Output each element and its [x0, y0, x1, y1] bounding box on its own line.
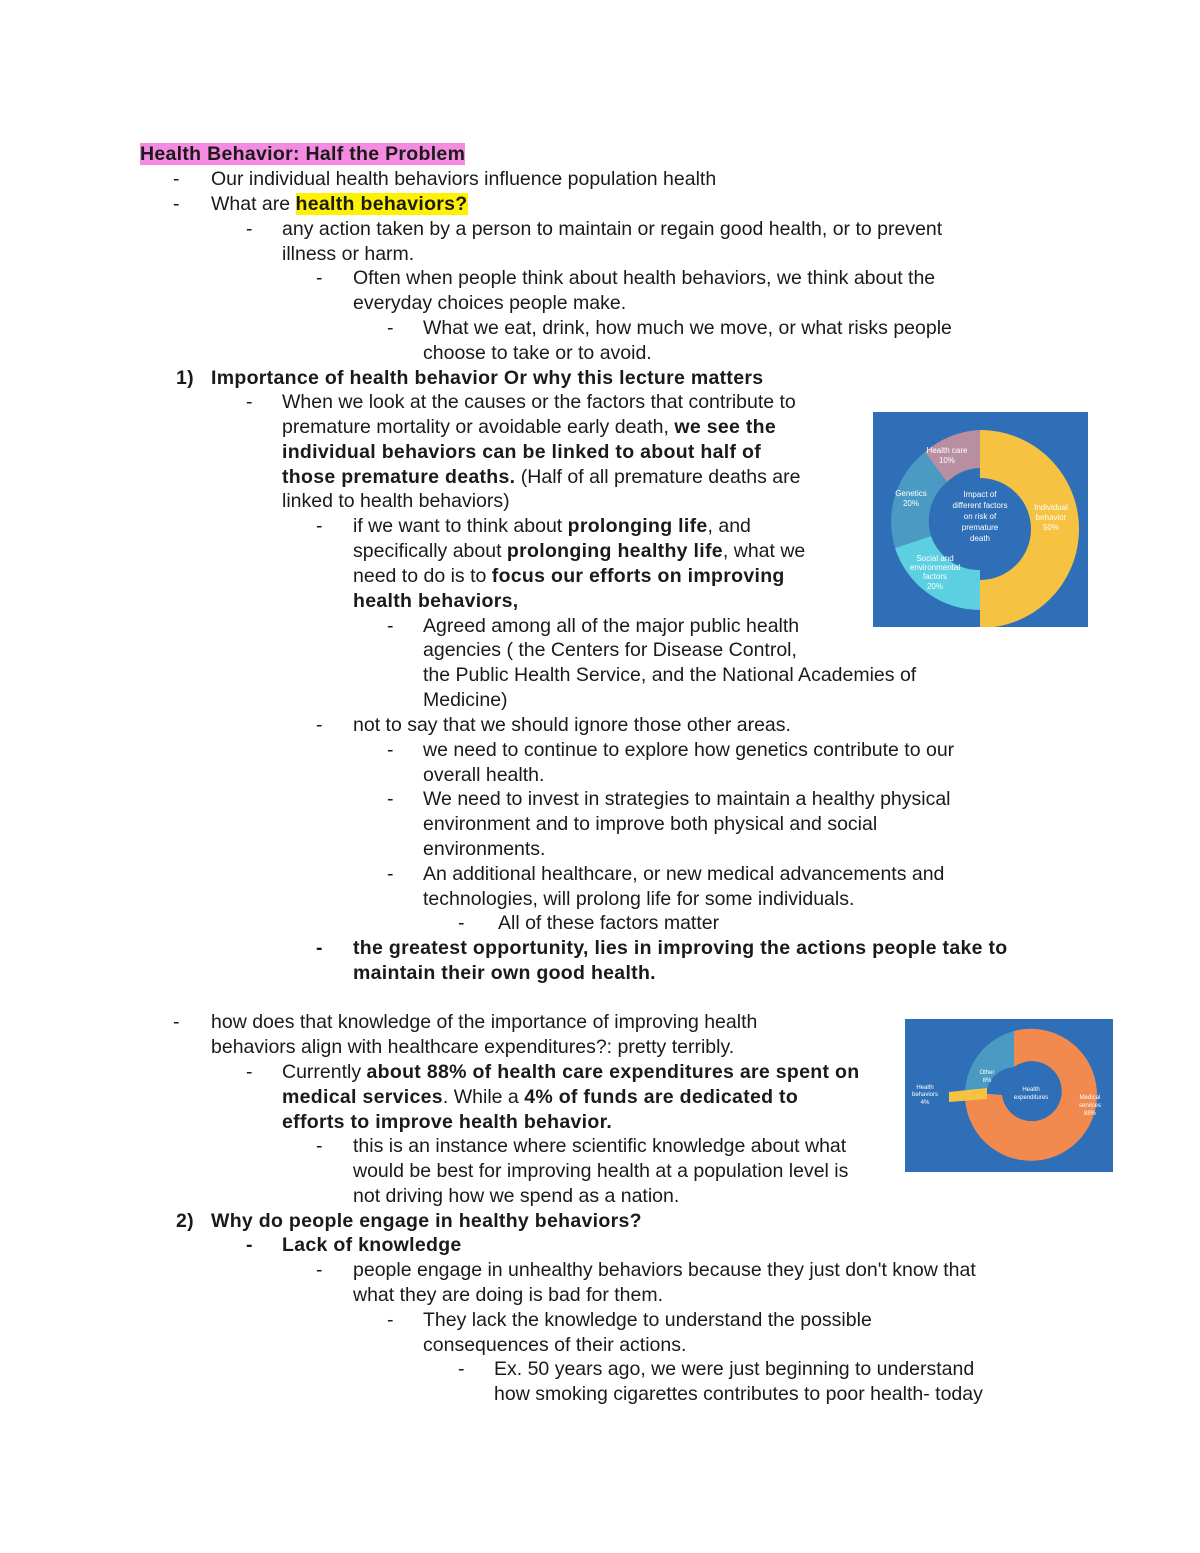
bullet-text: technologies, will prolong life for some individuals. — [423, 888, 855, 910]
slice-label: behaviors — [911, 1092, 939, 1098]
bullet-text: if we want to think about prolonging life, and — [353, 515, 751, 537]
bullet-dash: - — [316, 937, 323, 959]
slice-label: Health care — [926, 446, 968, 455]
bullet-dash: - — [173, 168, 180, 190]
slice-label: environmental — [909, 563, 961, 572]
bullet-dash: - — [458, 912, 465, 934]
bullet-text: They lack the knowledge to understand the possible — [423, 1309, 872, 1331]
bullet-dash: - — [387, 317, 394, 339]
bullet-text: individual behaviors can be linked to about half of — [282, 441, 762, 463]
bullet-text: choose to take or to avoid. — [423, 342, 652, 364]
bullet-text: need to do is to focus our efforts on improving — [353, 565, 785, 587]
slice-label: Health — [916, 1085, 934, 1091]
center-label: Impact of — [963, 490, 997, 499]
bullet-text: What we eat, drink, how much we move, or what risks people — [423, 317, 952, 339]
bullet-text: Ex. 50 years ago, we were just beginning to understand — [494, 1358, 975, 1380]
bullet-text: Currently about 88% of health care expenditures are spent on — [282, 1061, 860, 1083]
slice-label: behavior — [1035, 513, 1067, 522]
bullet-text: not driving how we spend as a nation. — [353, 1185, 680, 1207]
slice-label: Other — [979, 1070, 995, 1076]
bullet-text: not to say that we should ignore those other areas. — [353, 714, 791, 736]
section-heading: Why do people engage in healthy behaviors? — [211, 1210, 642, 1232]
bullet-dash: - — [246, 391, 253, 413]
bullet-text: behaviors align with healthcare expenditures?: pretty terribly. — [211, 1036, 735, 1058]
bullet-text: specifically about prolonging healthy life, what we — [353, 540, 806, 562]
bullet-text: the Public Health Service, and the National Academies of — [423, 664, 917, 686]
bullet-text: this is an instance where scientific knowledge about what — [353, 1135, 847, 1157]
bullet-text: how smoking cigarettes contributes to poor health- today — [494, 1383, 983, 1405]
bullet-dash: - — [246, 218, 253, 240]
bullet-text: Often when people think about health behaviors, we think about the — [353, 267, 936, 289]
section-number: 1) — [176, 367, 194, 389]
bullet-dash: - — [387, 863, 394, 885]
slice-label: 8% — [982, 1078, 992, 1084]
bullet-text: agencies ( the Centers for Disease Control, — [423, 639, 797, 661]
slice-label: 88% — [1083, 1111, 1097, 1117]
section-heading: Importance of health behavior Or why this lecture matters — [211, 367, 764, 389]
bullet-dash: - — [316, 515, 323, 537]
slice-label: Genetics — [895, 489, 927, 498]
bullet-text: health behaviors, — [353, 590, 519, 612]
bullet-text: When we look at the causes or the factors that contribute to — [282, 391, 796, 413]
bullet-text: Medicine) — [423, 689, 508, 711]
bullet-dash: - — [387, 615, 394, 637]
bullet-dash: - — [246, 1234, 253, 1256]
slice-label: Social and — [916, 554, 954, 563]
bullet-text: those premature deaths. (Half of all premature deaths are — [282, 466, 801, 488]
center-label: expenditures — [1013, 1095, 1049, 1101]
bullet-text: All of these factors matter — [498, 912, 720, 934]
bullet-text: What are health behaviors? — [211, 193, 468, 215]
bullet-text: what they are doing is bad for them. — [353, 1284, 664, 1306]
center-label: different factors — [952, 501, 1008, 510]
bullet-dash: - — [316, 714, 323, 736]
bullet-text: maintain their own good health. — [353, 962, 656, 984]
bullet-text: environment and to improve both physical and social — [423, 813, 878, 835]
slice-label: 20% — [926, 582, 944, 591]
bullet-text: consequences of their actions. — [423, 1334, 687, 1356]
bullet-text: how does that knowledge of the importance of improving health — [211, 1011, 758, 1033]
bullet-text: illness or harm. — [282, 243, 415, 265]
premature-death-factors-figure — [873, 412, 1088, 627]
bullet-dash: - — [173, 1011, 180, 1033]
center-label: death — [969, 534, 991, 543]
bullet-text: people engage in unhealthy behaviors because they just don't know that — [353, 1259, 976, 1281]
bullet-text: premature mortality or avoidable early death, we see the — [282, 416, 777, 438]
bullet-text: efforts to improve health behavior. — [282, 1111, 613, 1133]
bullet-text: everyday choices people make. — [353, 292, 627, 314]
health-expenditures-figure — [905, 1019, 1113, 1172]
bullet-dash: - — [458, 1358, 465, 1380]
slice-label: Medical — [1079, 1095, 1101, 1101]
bullet-text: environments. — [423, 838, 546, 860]
bullet-dash: - — [316, 267, 323, 289]
center-label: premature — [961, 523, 999, 532]
slice-label: 4% — [920, 1100, 930, 1106]
bullet-dash: - — [387, 739, 394, 761]
bullet-text: Agreed among all of the major public health — [423, 615, 800, 637]
slice-label: 20% — [902, 499, 920, 508]
slice-label: Individual — [1034, 503, 1068, 512]
bullet-dash: - — [387, 1309, 394, 1331]
slice-label: 10% — [938, 456, 956, 465]
section-number: 2) — [176, 1210, 194, 1232]
page-title: Health Behavior: Half the Problem — [140, 143, 466, 165]
bullet-text: the greatest opportunity, lies in improving the actions people take to — [353, 937, 1008, 959]
bullet-dash: - — [316, 1135, 323, 1157]
bullet-text: we need to continue to explore how genetics contribute to our — [423, 739, 955, 761]
bullet-dash: - — [316, 1259, 323, 1281]
bullet-dash: - — [246, 1061, 253, 1083]
bullet-text: Lack of knowledge — [282, 1234, 462, 1256]
bullet-text: overall health. — [423, 764, 545, 786]
center-label: Health — [1022, 1087, 1040, 1093]
bullet-text: We need to invest in strategies to maintain a healthy physical — [423, 788, 951, 810]
slice-label: factors — [922, 572, 948, 581]
bullet-dash: - — [173, 193, 180, 215]
bullet-text: linked to health behaviors) — [282, 490, 510, 512]
center-label: on risk of — [963, 512, 997, 521]
bullet-text: Our individual health behaviors influence population health — [211, 168, 717, 190]
slice-label: services — [1078, 1103, 1102, 1109]
bullet-dash: - — [387, 788, 394, 810]
bullet-text: An additional healthcare, or new medical advancements and — [423, 863, 945, 885]
bullet-text: medical services. While a 4% of funds are dedicated to — [282, 1086, 799, 1108]
bullet-text: any action taken by a person to maintain or regain good health, or to prevent — [282, 218, 943, 240]
slice-label: 50% — [1042, 523, 1060, 532]
bullet-text: would be best for improving health at a population level is — [353, 1160, 849, 1182]
